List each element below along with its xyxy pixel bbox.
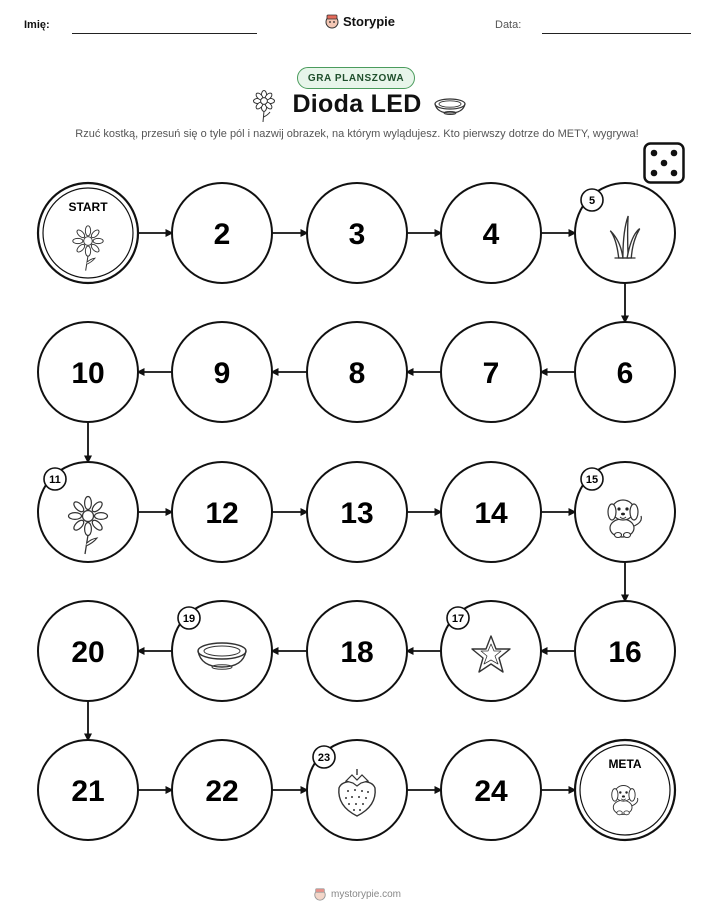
cell-number: 24	[474, 775, 508, 808]
footer	[0, 887, 714, 901]
cell-number: 14	[474, 497, 508, 530]
brand-name: Storypie	[343, 13, 396, 29]
cell-badge-number: 11	[49, 474, 61, 486]
cell-badge-number: 15	[585, 474, 599, 486]
board-cell-9	[172, 322, 272, 422]
cell-number: 21	[71, 775, 105, 808]
cell-number: 12	[205, 497, 239, 530]
cell-label: START	[68, 200, 108, 214]
name-label: Imię:	[24, 19, 50, 31]
board-cell-10	[38, 322, 138, 422]
cell-number: 22	[205, 775, 239, 808]
board-cell-19	[172, 601, 272, 701]
cell-number: 13	[340, 497, 374, 530]
board-cell-5	[575, 183, 675, 283]
cell-badge-number: 17	[451, 613, 465, 625]
cell-number: 2	[213, 218, 231, 251]
board-cell-3	[307, 183, 407, 283]
board-cell-6	[575, 322, 675, 422]
board-cell-8	[307, 322, 407, 422]
board-cell-11	[38, 462, 138, 562]
cell-badge-number: 23	[317, 752, 331, 764]
storypie-icon	[313, 887, 327, 901]
board-cell-21	[38, 740, 138, 840]
cell-number: 16	[608, 636, 642, 669]
cell-number: 9	[213, 357, 231, 390]
board-cell-22	[172, 740, 272, 840]
cell-label: META	[608, 757, 642, 771]
board-cell-16	[575, 601, 675, 701]
board-cell-23	[307, 740, 407, 840]
footer-url[interactable]: mystorypie.com	[330, 888, 401, 900]
board-cell-24	[441, 740, 541, 840]
cell-number: 8	[348, 357, 366, 390]
board-cell-17	[441, 601, 541, 701]
cell-number: 18	[340, 636, 374, 669]
cell-number: 7	[482, 357, 500, 390]
cell-badge-number: 5	[588, 195, 596, 207]
board-cell-25	[575, 740, 675, 840]
cell-number: 10	[71, 357, 105, 390]
date-label: Data:	[495, 19, 522, 31]
board-cell-7	[441, 322, 541, 422]
page-title: Dioda LED	[292, 90, 422, 118]
board-cell-20	[38, 601, 138, 701]
board-cell-12	[172, 462, 272, 562]
board-cell-4	[441, 183, 541, 283]
board-cell-15	[575, 462, 675, 562]
cell-number: 20	[71, 636, 105, 669]
board-cell-14	[441, 462, 541, 562]
cell-number: 4	[482, 218, 500, 251]
instructions: Rzuć kostką, przesuń się o tyle pól i nazwij obrazek, na którym wylądujesz. Kto pierwszy dotrze do METY, wygrywa!	[75, 128, 639, 140]
game-type-tag: GRA PLANSZOWA	[297, 67, 415, 89]
cell-number: 6	[616, 357, 634, 390]
board-cell-18	[307, 601, 407, 701]
cell-number: 3	[348, 218, 366, 251]
board-cell-2	[172, 183, 272, 283]
cell-badge-number: 19	[182, 613, 196, 625]
board-cell-1	[38, 183, 138, 283]
board-cell-13	[307, 462, 407, 562]
